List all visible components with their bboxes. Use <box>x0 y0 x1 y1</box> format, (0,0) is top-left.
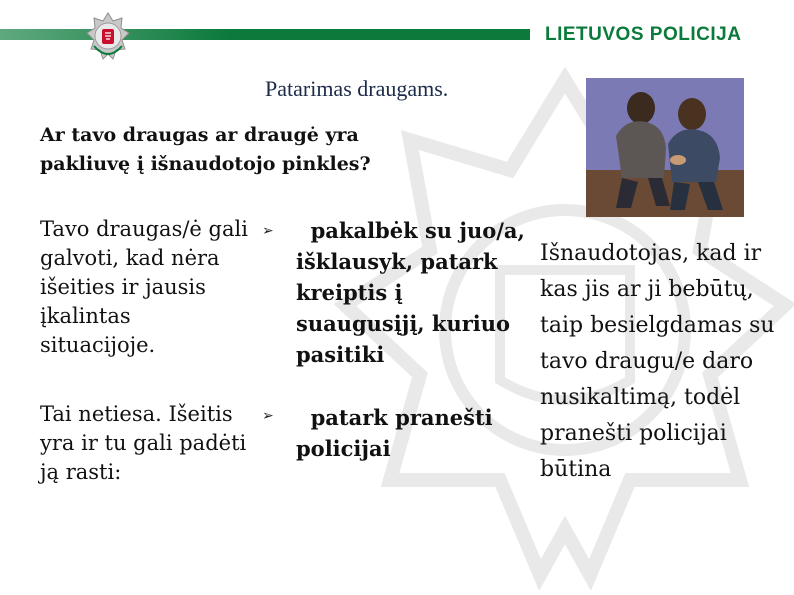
brand-title: LIETUVOS POLICIJA <box>545 24 742 45</box>
left-text-block-1: Tavo draugas/ė gali galvoti, kad nėra išeities ir jausis įkalintas situacijoje. <box>40 217 248 357</box>
arrow-bullet-icon: ➢ <box>262 408 274 424</box>
police-star-badge-icon <box>86 12 130 64</box>
mid-text-1: pakalbėk su juo/a, išklausyk, patark kreiptis į suaugusįjį, kuriuo pasitiki <box>296 218 525 367</box>
two-friends-sitting-image <box>586 78 744 217</box>
mid-text-2: patark pranešti policijai <box>296 405 493 461</box>
slide-question: Ar tavo draugas ar draugė yra pakliuvę į išnaudotojo pinkles? <box>40 124 371 175</box>
left-text-block-2: Tai netiesa. Išeitis yra ir tu gali padėti ją rasti: <box>40 402 247 484</box>
mid-text-block-1 <box>296 215 526 370</box>
arrow-bullet-icon: ➢ <box>262 223 274 239</box>
photo-illustration <box>586 78 744 217</box>
slide-subtitle: Patarimas draugams. <box>265 76 449 101</box>
mid-text-block-2 <box>296 402 526 464</box>
right-text-block: Išnaudotojas, kad ir kas jis ar ji bebūtų, taip besielgdamas su tavo draugu/e daro nusikaltimą, todėl pranešti policijai būtina <box>540 241 775 482</box>
